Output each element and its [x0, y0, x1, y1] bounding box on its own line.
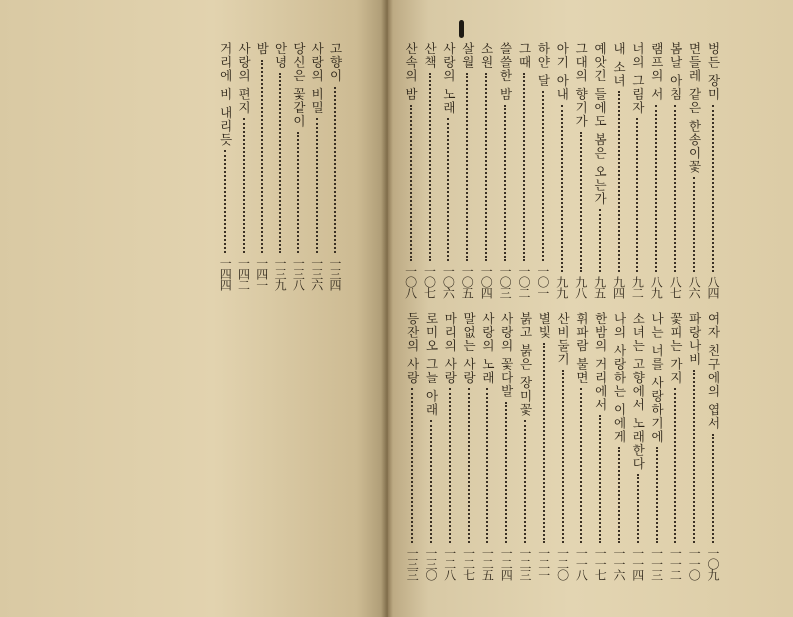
toc-page-number: 一一二: [668, 547, 683, 580]
dot-leader: [542, 91, 544, 261]
toc-page-number: 八六: [687, 276, 702, 298]
dot-leader: [712, 434, 714, 543]
dot-leader: [316, 118, 318, 253]
toc-page-number: 一一七: [593, 547, 608, 580]
toc-page-number: 一四四: [218, 257, 233, 290]
dot-leader: [674, 388, 676, 543]
toc-entry: [629, 312, 647, 580]
toc-page-number: 一〇三: [498, 265, 513, 298]
toc-title: 그때: [517, 42, 532, 69]
dot-leader: [243, 118, 245, 253]
toc-entry: [441, 312, 459, 580]
toc-title: 로미오 그늘 아래: [424, 312, 439, 417]
toc-page-number: 一四二: [236, 257, 251, 290]
toc-title: 별빛: [536, 312, 552, 339]
toc-page-number: 一一三: [649, 547, 664, 580]
toc-page-number: 一二四: [499, 547, 514, 580]
dot-leader: [505, 402, 507, 543]
toc-page-number: 一二七: [461, 547, 476, 580]
toc-page-number: 一一八: [574, 547, 589, 580]
toc-page-number: 一二三: [518, 547, 532, 580]
toc-entry: [704, 42, 722, 298]
dot-leader: [449, 388, 451, 543]
toc-entry: [402, 42, 420, 298]
dot-leader: [656, 447, 658, 543]
toc-title: 꽃피는 가지: [668, 312, 684, 385]
toc-title: 거리에 비 내리듯: [218, 42, 234, 147]
toc-entry: [421, 42, 439, 298]
toc-title: 그대의 향기가: [573, 42, 589, 128]
toc-title: 나는 너를 사랑하기에: [649, 312, 665, 444]
toc-entry: [704, 312, 722, 580]
toc-title: 살월: [460, 42, 476, 69]
dot-leader: [523, 73, 525, 261]
toc-page-number: 一二五: [480, 547, 495, 580]
toc-title: 램프의 서: [649, 42, 665, 101]
toc-page-number: 九五: [592, 276, 607, 298]
toc-entry: [460, 312, 478, 580]
toc-title: 밤: [254, 42, 270, 56]
dot-leader: [485, 73, 487, 261]
toc-title: 안녕: [273, 42, 289, 69]
toc-title: 산책: [422, 42, 438, 69]
dot-leader: [261, 60, 263, 254]
toc-entry: [534, 42, 552, 298]
toc-title: 사랑의 편지: [236, 42, 252, 115]
toc-title: 봄날 아침: [668, 42, 684, 101]
dot-leader: [334, 87, 336, 254]
toc-page-number: 一三八: [291, 257, 306, 290]
dot-leader: [562, 370, 564, 543]
toc-title: 말없는 사랑: [461, 312, 477, 385]
toc-entry: [666, 42, 684, 298]
toc-entry: [326, 42, 344, 290]
toc-page-number: 九八: [573, 276, 588, 298]
dot-leader: [561, 105, 563, 272]
dot-leader: [504, 105, 506, 261]
toc-title: 하얀 달: [535, 42, 551, 88]
toc-title: 아기 아내: [554, 42, 570, 101]
toc-entry: [591, 312, 609, 580]
dot-leader: [411, 388, 413, 543]
dot-leader: [580, 132, 582, 272]
left-page: [0, 0, 388, 617]
toc-entry: [666, 312, 684, 580]
dot-leader: [279, 73, 281, 253]
dot-leader: [637, 474, 639, 543]
toc-title: 여자 친구에의 엽서: [706, 312, 721, 430]
dot-leader: [543, 343, 545, 543]
toc-title: 당신은 꽃같이: [291, 42, 307, 128]
toc-entry: [515, 42, 533, 298]
toc-entry: [591, 42, 609, 298]
toc-page-number: 一二〇: [555, 547, 570, 580]
toc-title: 한밤의 거리에서: [593, 312, 609, 412]
toc-entry: [572, 42, 590, 298]
toc-page-number: 一〇六: [441, 265, 456, 298]
dot-leader: [429, 73, 431, 261]
toc-entry: [216, 42, 234, 290]
toc-entry: [554, 312, 572, 580]
toc-page-number: 八九: [649, 276, 664, 298]
dot-leader: [618, 91, 620, 272]
toc-entry: [572, 312, 590, 580]
toc-page-number: 一〇五: [460, 265, 475, 298]
toc-entry: [610, 312, 628, 580]
toc-title: 사랑의 꽃다발: [499, 312, 515, 398]
dot-leader: [693, 177, 695, 272]
toc-entry: [496, 42, 514, 298]
toc-title: 사랑의 노래: [480, 312, 496, 385]
toc-title: 휘파람 불면: [574, 312, 590, 385]
dot-leader: [297, 132, 299, 253]
toc-page-number: 一三四: [328, 257, 342, 290]
toc-page-number: 一〇二: [517, 265, 531, 298]
dot-leader: [693, 370, 695, 543]
toc-entry: [478, 312, 496, 580]
toc-title: 벙든 장미: [706, 42, 721, 101]
dot-leader: [466, 73, 468, 261]
toc-entry: [685, 312, 703, 580]
toc-entry: [553, 42, 571, 298]
toc-entry: [647, 42, 665, 298]
toc-entry: [648, 312, 666, 580]
toc-entry: [422, 312, 440, 580]
dot-leader: [430, 420, 432, 543]
toc-page-number: 一三六: [309, 257, 324, 290]
toc-entry: [458, 42, 476, 298]
toc-entry: [497, 312, 515, 580]
toc-title: 소녀는 고향에서 노래한다: [630, 312, 646, 471]
toc-title: 면들레 같은 한송이꽃: [687, 42, 703, 174]
toc-title: 내 소녀: [611, 42, 627, 88]
toc-entry: [516, 312, 534, 580]
dot-leader: [524, 420, 526, 543]
toc-title: 나의 사랑하는 이에게: [612, 312, 627, 444]
dot-leader: [410, 105, 412, 261]
toc-entry: [308, 42, 326, 290]
toc-entry: [685, 42, 703, 298]
toc-title: 사랑의 노래: [441, 42, 457, 115]
book-gutter: [381, 0, 393, 617]
dot-leader: [468, 388, 470, 543]
toc-page-number: 一一四: [630, 547, 645, 580]
toc-title: 고향이: [328, 42, 343, 83]
toc-title: 붉고 붉은 장미꽃: [518, 312, 533, 417]
toc-title: 소원: [479, 42, 495, 69]
toc-title: 사랑의 비밀: [309, 42, 325, 115]
dot-leader: [674, 105, 676, 272]
toc-page-number: 一二一: [536, 547, 551, 580]
toc-title: 파랑나비: [687, 312, 703, 366]
toc-page-number: 一〇四: [479, 265, 494, 298]
toc-entry: [628, 42, 646, 298]
dot-leader: [224, 150, 226, 253]
toc-entry: [271, 42, 289, 290]
toc-page-number: 一三九: [273, 257, 288, 290]
toc-title: 쓸쓸한 밤: [498, 42, 514, 101]
dot-leader: [655, 105, 657, 272]
toc-page-number: 一〇九: [706, 547, 720, 580]
right-page: [388, 0, 793, 617]
dot-leader: [599, 209, 601, 272]
toc-title: 예앗긴 들에도 봄은 오는가: [592, 42, 608, 206]
dot-leader: [618, 447, 620, 543]
toc-entry: [610, 42, 628, 298]
toc-page-number: 一〇七: [422, 265, 437, 298]
toc-page-number: 一〇八: [403, 265, 418, 298]
dot-leader: [712, 105, 714, 272]
toc-page-number: 八七: [668, 276, 683, 298]
toc-title: 등잔의 사랑: [405, 312, 421, 385]
toc-title: 산속의 밤: [403, 42, 419, 101]
toc-entry: [477, 42, 495, 298]
toc-title: 마리의 사랑: [442, 312, 458, 385]
toc-page-number: 九九: [554, 276, 569, 298]
toc-entry: [289, 42, 307, 290]
toc-page-number: 一三〇: [424, 547, 438, 580]
toc-page-number: 一一六: [612, 547, 626, 580]
toc-entry: [439, 42, 457, 298]
toc-page-number: 一一〇: [687, 547, 702, 580]
toc-page-number: 九四: [611, 276, 626, 298]
toc-page-number: 九二: [630, 276, 645, 298]
dot-leader: [636, 118, 638, 272]
toc-page-number: 一〇一: [535, 265, 550, 298]
toc-page-number: 一二八: [442, 547, 457, 580]
dot-leader: [599, 415, 601, 543]
ink-smudge: [459, 20, 464, 38]
toc-page-number: 一三三: [405, 547, 420, 580]
toc-entry: [535, 312, 553, 580]
dot-leader: [486, 388, 488, 543]
toc-title: 너의 그림자: [630, 42, 646, 115]
dot-leader: [447, 118, 449, 261]
toc-entry: [253, 42, 271, 290]
toc-title: 산비둘기: [555, 312, 571, 366]
toc-page-number: 八四: [706, 276, 720, 298]
toc-entry: [235, 42, 253, 290]
toc-page-number: 一四一: [254, 257, 269, 290]
toc-entry: [403, 312, 421, 580]
dot-leader: [580, 388, 582, 543]
